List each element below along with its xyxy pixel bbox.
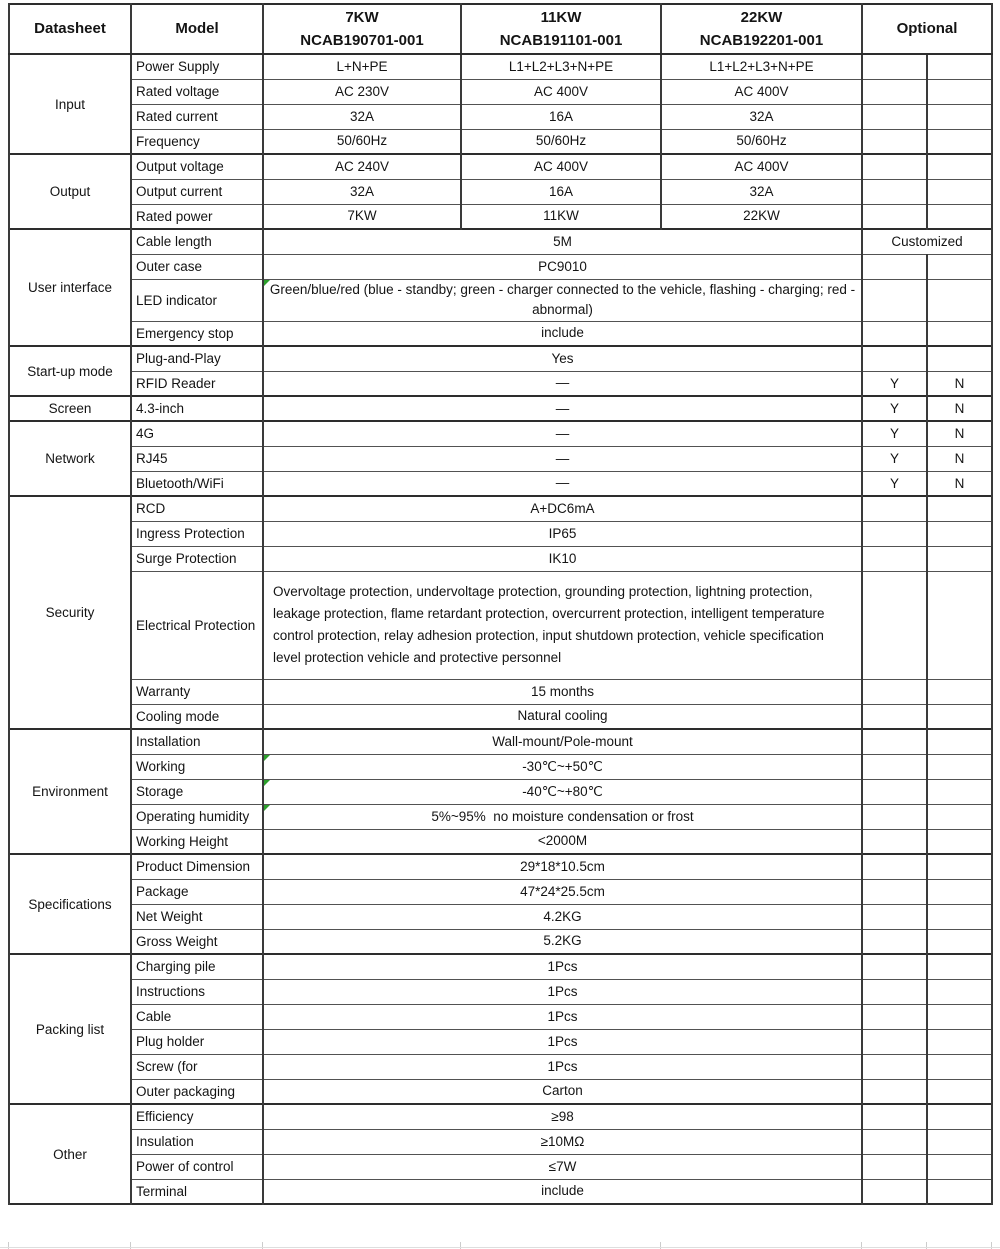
optional-cell (862, 829, 927, 854)
value-cell: 32A (263, 179, 461, 204)
property-cell: Efficiency (131, 1104, 263, 1129)
value-cell: — (263, 396, 862, 421)
optional-cell-n: N (927, 421, 992, 446)
group-cell-output: Output (9, 154, 131, 229)
value-cell: PC9010 (263, 254, 862, 279)
property-cell: RCD (131, 496, 263, 521)
value-cell: 5%~95% no moisture condensation or frost (263, 804, 862, 829)
optional-cell (862, 1179, 927, 1204)
value-cell: ≤7W (263, 1154, 862, 1179)
property-cell: Instructions (131, 979, 263, 1004)
optional-cell (862, 904, 927, 929)
value-cell: 47*24*25.5cm (263, 879, 862, 904)
value-cell: 16A (461, 104, 661, 129)
property-cell: Installation (131, 729, 263, 754)
optional-cell (927, 54, 992, 79)
property-cell: Bluetooth/WiFi (131, 471, 263, 496)
value-cell: 50/60Hz (263, 129, 461, 154)
optional-cell-n: N (927, 446, 992, 471)
value-cell: -40℃~+80℃ (263, 779, 862, 804)
property-cell: 4.3-inch (131, 396, 263, 421)
property-cell: Insulation (131, 1129, 263, 1154)
optional-cell (927, 1129, 992, 1154)
property-cell: Output current (131, 179, 263, 204)
datasheet-sheet (8, 3, 991, 1205)
optional-cell (862, 1029, 927, 1054)
gridline-horizontal (0, 1247, 1000, 1248)
property-cell: Output voltage (131, 154, 263, 179)
property-cell: Outer packaging (131, 1079, 263, 1104)
optional-cell-y: Y (862, 421, 927, 446)
optional-cell (927, 704, 992, 729)
optional-cell (927, 804, 992, 829)
value-cell: AC 240V (263, 154, 461, 179)
group-cell-screen: Screen (9, 396, 131, 421)
optional-cell (862, 954, 927, 979)
optional-cell (862, 104, 927, 129)
optional-cell-n: N (927, 396, 992, 421)
value-cell: AC 230V (263, 79, 461, 104)
optional-cell (927, 546, 992, 571)
property-cell: Plug-and-Play (131, 346, 263, 371)
optional-cell (927, 496, 992, 521)
optional-cell (927, 754, 992, 779)
optional-cell-y: Y (862, 471, 927, 496)
optional-cell (862, 179, 927, 204)
value-cell: 4.2KG (263, 904, 862, 929)
property-cell: Operating humidity (131, 804, 263, 829)
value-cell: L1+L2+L3+N+PE (461, 54, 661, 79)
optional-cell (927, 929, 992, 954)
optional-cell (862, 729, 927, 754)
header-power-label: 22KW (740, 8, 783, 26)
optional-cell (862, 79, 927, 104)
property-cell: Frequency (131, 129, 263, 154)
property-cell: Cooling mode (131, 704, 263, 729)
optional-cell-y: Y (862, 371, 927, 396)
value-cell: 1Pcs (263, 1004, 862, 1029)
group-cell-start-up-mode: Start-up mode (9, 346, 131, 396)
optional-cell (862, 704, 927, 729)
optional-cell (862, 154, 927, 179)
cell-comment-icon (264, 780, 270, 786)
value-cell: Yes (263, 346, 862, 371)
optional-cell (862, 1079, 927, 1104)
property-cell: Cable length (131, 229, 263, 254)
value-cell: 1Pcs (263, 979, 862, 1004)
optional-cell-y: Y (862, 396, 927, 421)
cell-comment-icon (264, 280, 270, 286)
property-cell: LED indicator (131, 279, 263, 321)
property-cell: Package (131, 879, 263, 904)
header-model-22kw (661, 4, 862, 54)
value-cell: Natural cooling (263, 704, 862, 729)
optional-cell (927, 79, 992, 104)
optional-cell (927, 346, 992, 371)
optional-cell (862, 496, 927, 521)
value-cell: 15 months (263, 679, 862, 704)
property-cell: Outer case (131, 254, 263, 279)
property-cell: Screw (for (131, 1054, 263, 1079)
optional-cell (862, 321, 927, 346)
optional-cell (862, 521, 927, 546)
optional-cell (927, 829, 992, 854)
value-cell: AC 400V (461, 154, 661, 179)
value-cell: Overvoltage protection, undervoltage protection, grounding protection, lightning protection, leakage protection, flame retardant protection, overcurrent protection, intelligent temperature control protection, relay adhesion protection, input shutdown protection, vehicle specification level protection vehicle and protective personnel (263, 571, 862, 679)
optional-cell-n: N (927, 471, 992, 496)
value-cell: — (263, 446, 862, 471)
optional-cell (927, 129, 992, 154)
value-cell: 29*18*10.5cm (263, 854, 862, 879)
property-cell: Terminal (131, 1179, 263, 1204)
value-cell: AC 400V (661, 79, 862, 104)
optional-cell (862, 254, 927, 279)
optional-cell (927, 254, 992, 279)
optional-cell (927, 679, 992, 704)
optional-cell (862, 1004, 927, 1029)
value-cell: 1Pcs (263, 1054, 862, 1079)
value-cell: 50/60Hz (661, 129, 862, 154)
value-cell: 5.2KG (263, 929, 862, 954)
optional-cell (927, 1079, 992, 1104)
property-cell: 4G (131, 421, 263, 446)
optional-cell (927, 1179, 992, 1204)
optional-cell (927, 104, 992, 129)
property-cell: Net Weight (131, 904, 263, 929)
optional-cell (927, 1104, 992, 1129)
property-cell: Charging pile (131, 954, 263, 979)
property-cell: Electrical Protection (131, 571, 263, 679)
optional-cell (862, 929, 927, 954)
value-cell: include (263, 321, 862, 346)
header-model-11kw (461, 4, 661, 54)
optional-cell (927, 204, 992, 229)
group-cell-packing-list: Packing list (9, 954, 131, 1104)
value-cell: <2000M (263, 829, 862, 854)
cell-comment-icon (264, 755, 270, 761)
property-cell: Rated voltage (131, 79, 263, 104)
header-datasheet: Datasheet (9, 4, 131, 54)
optional-cell (862, 679, 927, 704)
header-model-number: NCAB191101-001 (499, 32, 623, 49)
value-cell: L+N+PE (263, 54, 461, 79)
optional-cell (862, 879, 927, 904)
optional-cell (927, 179, 992, 204)
property-cell: Emergency stop (131, 321, 263, 346)
group-cell-input: Input (9, 54, 131, 154)
property-cell: Plug holder (131, 1029, 263, 1054)
datasheet-table (8, 3, 993, 1205)
value-cell: Wall-mount/Pole-mount (263, 729, 862, 754)
value-cell: — (263, 471, 862, 496)
optional-cell (927, 154, 992, 179)
value-cell: 32A (263, 104, 461, 129)
value-cell: — (263, 371, 862, 396)
optional-cell (927, 954, 992, 979)
optional-cell (862, 346, 927, 371)
optional-cell (927, 879, 992, 904)
property-cell: RJ45 (131, 446, 263, 471)
value-cell: 1Pcs (263, 954, 862, 979)
value-cell: Green/blue/red (blue - standby; green - charger connected to the vehicle, flashing - charging; red - abnormal) (263, 279, 862, 321)
value-cell: 5M (263, 229, 862, 254)
optional-cell (927, 904, 992, 929)
optional-cell (927, 1029, 992, 1054)
optional-cell (862, 1154, 927, 1179)
group-cell-other: Other (9, 1104, 131, 1204)
property-cell: Power of control (131, 1154, 263, 1179)
optional-cell-n: N (927, 371, 992, 396)
property-cell: Power Supply (131, 54, 263, 79)
value-cell: 32A (661, 104, 862, 129)
value-cell: 22KW (661, 204, 862, 229)
optional-cell (862, 204, 927, 229)
optional-cell (927, 321, 992, 346)
value-cell: 11KW (461, 204, 661, 229)
optional-cell (862, 279, 927, 321)
property-cell: Warranty (131, 679, 263, 704)
optional-cell (862, 804, 927, 829)
value-cell: ≥98 (263, 1104, 862, 1129)
optional-cell (862, 979, 927, 1004)
group-cell-network: Network (9, 421, 131, 496)
property-cell: Storage (131, 779, 263, 804)
value-cell: ≥10MΩ (263, 1129, 862, 1154)
group-cell-environment: Environment (9, 729, 131, 854)
optional-cell (927, 854, 992, 879)
value-cell: — (263, 421, 862, 446)
optional-cell (927, 571, 992, 679)
optional-cell (862, 1104, 927, 1129)
group-cell-user-interface: User interface (9, 229, 131, 346)
optional-cell (862, 54, 927, 79)
optional-cell (927, 279, 992, 321)
optional-cell (927, 1054, 992, 1079)
optional-cell: Customized (862, 229, 992, 254)
value-cell: 16A (461, 179, 661, 204)
value-cell: 7KW (263, 204, 461, 229)
property-cell: Rated current (131, 104, 263, 129)
header-model-7kw (263, 4, 461, 54)
header-model: Model (131, 4, 263, 54)
value-cell: 50/60Hz (461, 129, 661, 154)
optional-cell (862, 571, 927, 679)
header-power-label: 11KW (540, 8, 582, 26)
optional-cell (927, 729, 992, 754)
optional-cell (862, 1054, 927, 1079)
header-optional: Optional (862, 4, 992, 54)
value-cell: A+DC6mA (263, 496, 862, 521)
optional-cell (862, 546, 927, 571)
optional-cell (862, 854, 927, 879)
optional-cell (862, 754, 927, 779)
header-model-number: NCAB192201-001 (699, 32, 824, 49)
value-cell: AC 400V (461, 79, 661, 104)
value-cell: -30℃~+50℃ (263, 754, 862, 779)
optional-cell (862, 129, 927, 154)
optional-cell (927, 1154, 992, 1179)
value-cell: include (263, 1179, 862, 1204)
optional-cell (927, 1004, 992, 1029)
optional-cell-y: Y (862, 446, 927, 471)
optional-cell (862, 1129, 927, 1154)
property-cell: Ingress Protection (131, 521, 263, 546)
property-cell: Rated power (131, 204, 263, 229)
group-cell-security: Security (9, 496, 131, 729)
value-cell: IK10 (263, 546, 862, 571)
header-power-label: 7KW (345, 8, 379, 26)
property-cell: Surge Protection (131, 546, 263, 571)
value-cell: 32A (661, 179, 862, 204)
property-cell: Cable (131, 1004, 263, 1029)
value-cell: AC 400V (661, 154, 862, 179)
optional-cell (862, 779, 927, 804)
property-cell: Working (131, 754, 263, 779)
value-cell: Carton (263, 1079, 862, 1104)
value-cell: L1+L2+L3+N+PE (661, 54, 862, 79)
value-cell: IP65 (263, 521, 862, 546)
property-cell: Product Dimension (131, 854, 263, 879)
value-cell: 1Pcs (263, 1029, 862, 1054)
group-cell-specifications: Specifications (9, 854, 131, 954)
header-model-number: NCAB190701-001 (300, 32, 424, 49)
property-cell: RFID Reader (131, 371, 263, 396)
property-cell: Working Height (131, 829, 263, 854)
cell-comment-icon (264, 805, 270, 811)
optional-cell (927, 979, 992, 1004)
property-cell: Gross Weight (131, 929, 263, 954)
optional-cell (927, 779, 992, 804)
optional-cell (927, 521, 992, 546)
